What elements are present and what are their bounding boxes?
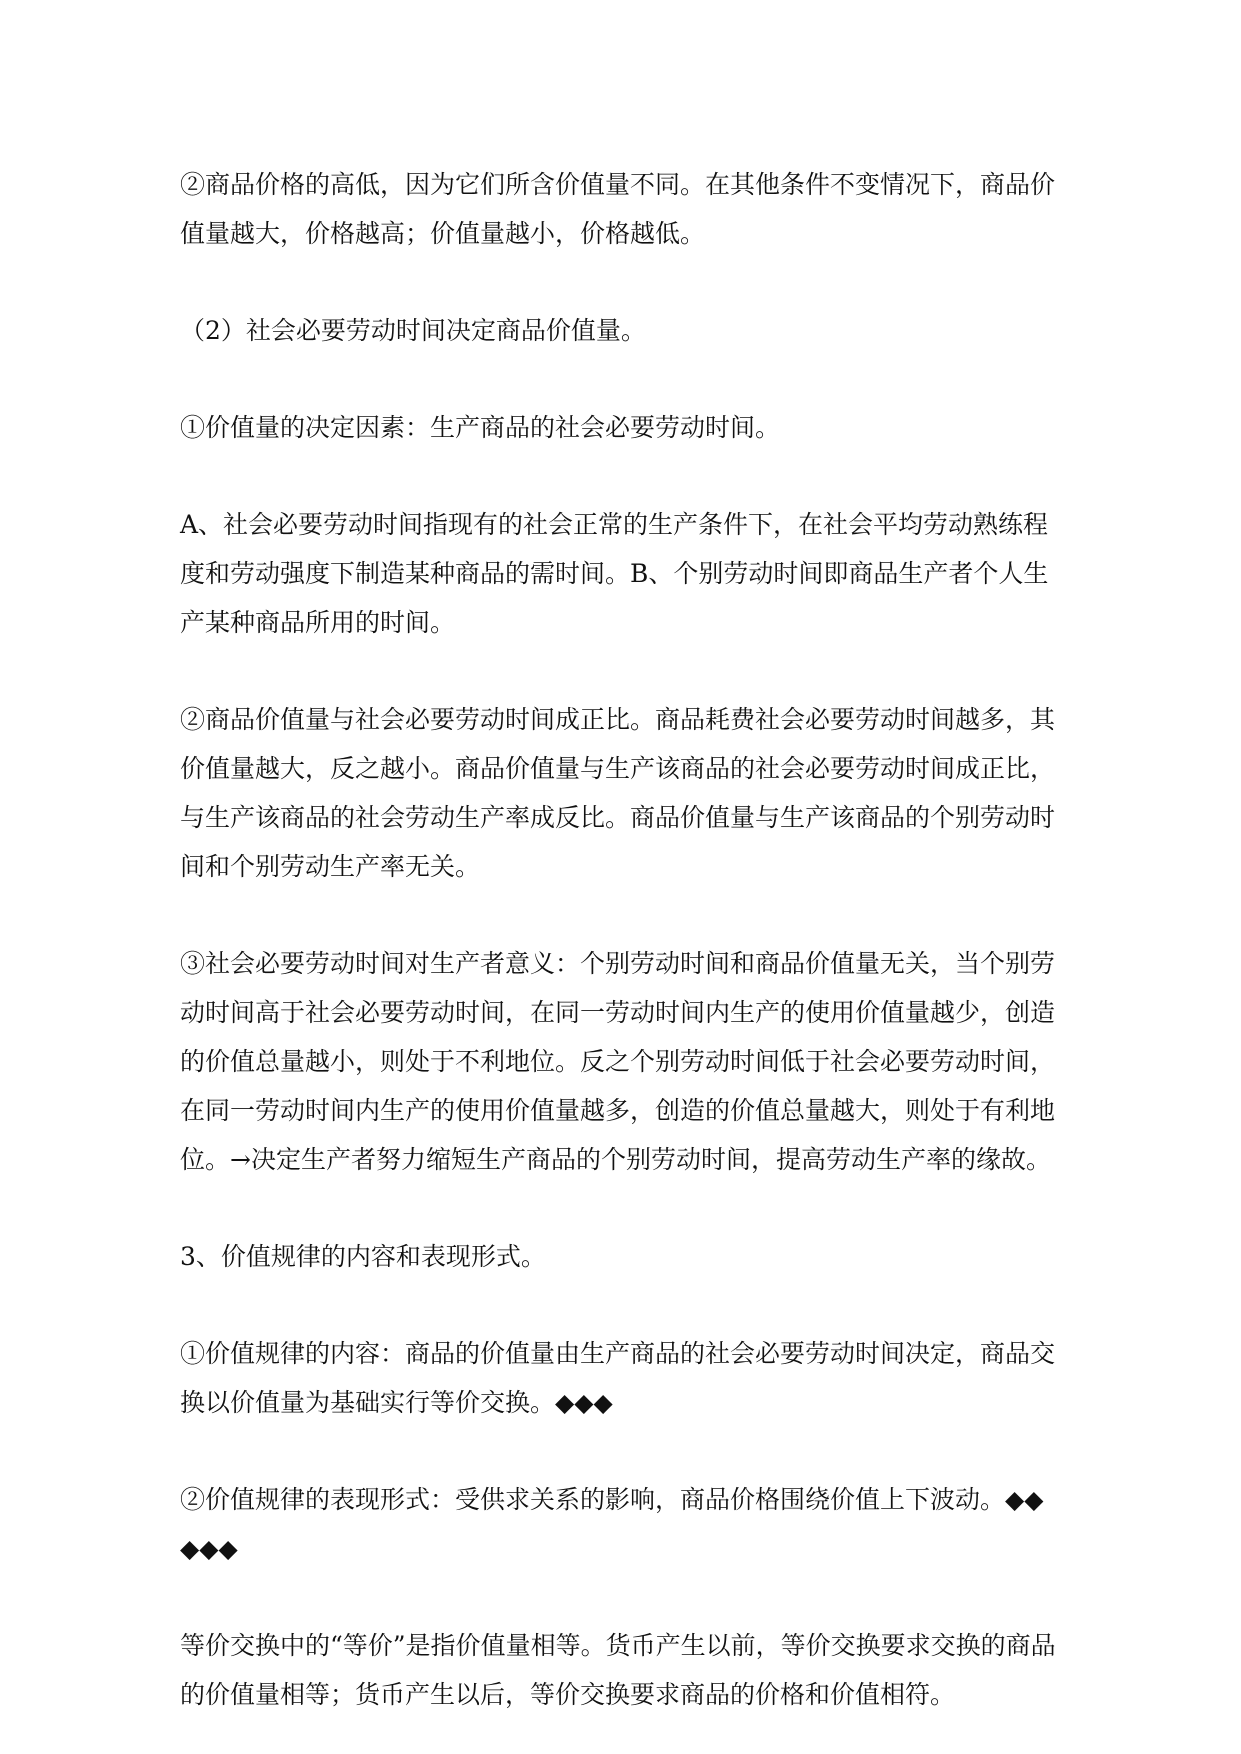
paragraph-value-determinant: ①价值量的决定因素：生产商品的社会必要劳动时间。 bbox=[180, 413, 781, 442]
paragraph-law-of-value-form: ②价值规律的表现形式：受供求关系的影响，商品价格围绕价值上下波动。◆◆◆◆◆ bbox=[180, 1485, 1044, 1563]
paragraph-equal-exchange: 等价交换中的“等价”是指价值量相等。货币产生以前，等价交换要求交换的商品的价值量相等；货币产生以后，等价交换要求商品的价格和价值相符。 bbox=[180, 1631, 1056, 1709]
paragraph-producer-significance: ③社会必要劳动时间对生产者意义：个别劳动时间和商品价值量无关，当个别劳动时间高于社会必要劳动时间，在同一劳动时间内生产的使用价值量越少，创造的价值总量越小，则处于不利地位。反之个别劳动时间低于社会必要劳动时间，在同一劳动时间内生产的使用价值量越多，创造的价值总量越大，则处于有利地位。→决定生产者努力缩短生产商品的个别劳动时间，提高劳动生产率的缘故。 bbox=[180, 949, 1056, 1174]
paragraph-section-3-heading: 3、价值规律的内容和表现形式。 bbox=[180, 1242, 546, 1271]
document-page bbox=[180, 160, 1060, 1719]
paragraph-labor-time-definitions: A、社会必要劳动时间指现有的社会正常的生产条件下，在社会平均劳动熟练程度和劳动强度下制造某种商品的需时间。B、个别劳动时间即商品生产者个人生产某种商品所用的时间。 bbox=[180, 510, 1049, 637]
paragraph-value-proportionality: ②商品价值量与社会必要劳动时间成正比。商品耗费社会必要劳动时间越多，其价值量越大，反之越小。商品价值量与生产该商品的社会必要劳动时间成正比，与生产该商品的社会劳动生产率成反比。商品价值量与生产该商品的个别劳动时间和个别劳动生产率无关。 bbox=[180, 705, 1056, 881]
paragraph-law-of-value-content: ①价值规律的内容：商品的价值量由生产商品的社会必要劳动时间决定，商品交换以价值量为基础实行等价交换。◆◆◆ bbox=[180, 1339, 1056, 1417]
paragraph-price-level: ②商品价格的高低，因为它们所含价值量不同。在其他条件不变情况下，商品价值量越大，价格越高；价值量越小，价格越低。 bbox=[180, 170, 1056, 248]
paragraph-section-2-heading: （2）社会必要劳动时间决定商品价值量。 bbox=[180, 316, 646, 345]
